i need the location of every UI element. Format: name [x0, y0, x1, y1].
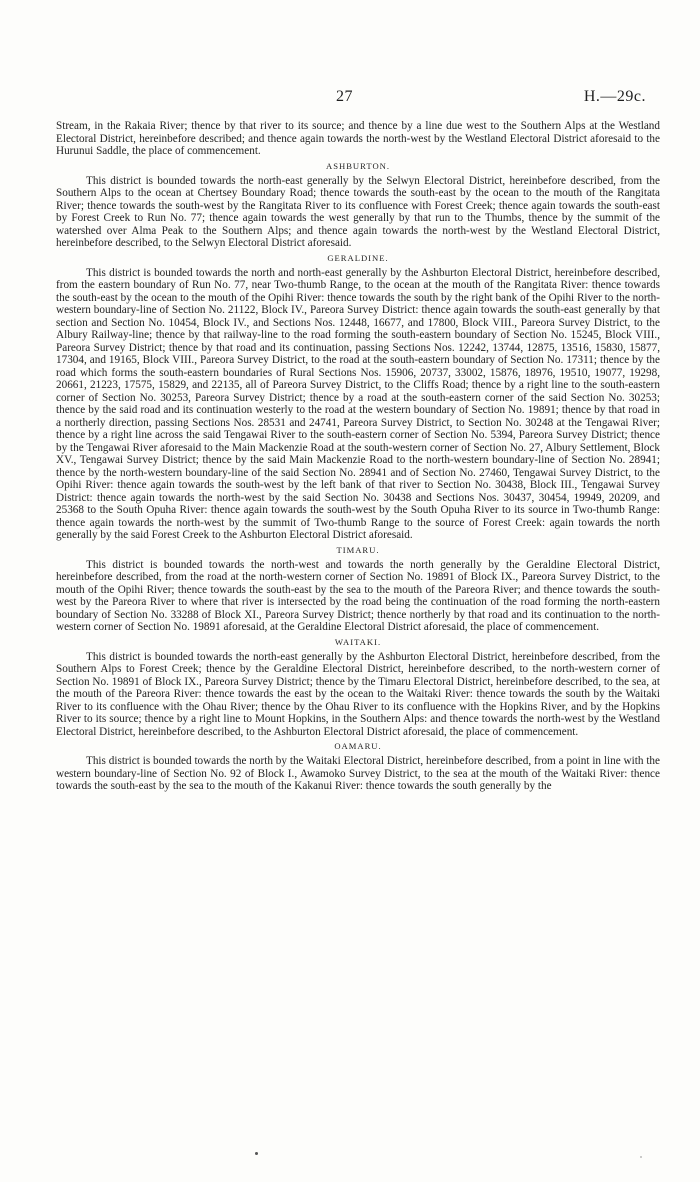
paragraph-continuation: Stream, in the Rakaia River; thence by that river to its source; and thence by a line due west to the Southern Alps at the Westland Electoral District, hereinbefore described; and thence again towards the north-west by the Westland Electoral District aforesaid to the Hurunui Saddle, the place of commencement. [56, 120, 660, 157]
paragraph-ashburton: This district is bounded towards the north-east generally by the Selwyn Electoral District, hereinbefore described, from the Southern Alps to the ocean at Chertsey Boundary Road; thence towards the south-east by the ocean to the mouth of the Rangitata River; thence towards the south-west by the Rangitata River to its confluence with Forest Creek; thence again towards the south-east by Forest Creek to Run No. 77; thence again towards the west generally by that run to the Thumbs, thence by the summit of the watershed over Alma Peak to the Southern Alps; and thence again towards the north-west by the Westland Electoral District, hereinbefore described, to the Selwyn Electoral District aforesaid. [56, 174, 660, 249]
document-body [56, 120, 660, 793]
paper-reference: H.—29c. [583, 88, 646, 105]
print-speck [255, 1152, 258, 1155]
print-speck [640, 1156, 642, 1158]
page-header [0, 88, 700, 108]
heading-ashburton: ASHBURTON. [326, 160, 390, 171]
paragraph-geraldine: This district is bounded towards the north and north-east generally by the Ashburton Electoral District, hereinbefore described, from the eastern boundary of Run No. 77, near Two-thumb Range, to the ocean at the mouth of the Rangitata River: thence towards the south-east by the ocean to the mouth of the Opihi River: thence towards the south by the right bank of the Opihi River to the north-western boundary-line of Section No. 21122, Block IV., Pareora Survey District: thence again towards the south-east generally by that section and Section No. 10454, Block IV., and Sections Nos. 12448, 16677, and 17800, Block VIII., Pareora Survey District, to the Albury Railway-line; thence by that railway-line to the road forming the south-eastern boundary of Section No. 15245, Block VIII., Pareora Survey District; thence by that road and its continuation, passing Sections Nos. 12242, 13744, 12875, 13516, 15830, 15877, 17304, and 19165, Block VIII., Pareora Survey District, to the road at the south-eastern boundary of Section No. 17311; thence by the road which forms the south-eastern boundaries of Rural Sections Nos. 15906, 20737, 33002, 15876, 18976, 19510, 19077, 19298, 20661, 21223, 17575, 15829, and 22135, all of Pareora Survey District, to the Cliffs Road; thence by a right line to the south-eastern corner of Section No. 30253, Pareora Survey District; thence by a road at the south-eastern corner of the said Section No. 30253; thence by the said road and its continuation westerly to the road at the western boundary of Section No. 19891; thence by that road in a northerly direction, passing Sections Nos. 28531 and 24741, Pareora Survey District, to Section No. 30248 at the Tengawai River; thence by a right line across the said Tengawai River to the south-eastern corner of Section No. 5394, Pareora Survey District; thence by the Tengawai River aforesaid to the Main Mackenzie Road at the south-western corner of Section No. 27, Albury Settlement, Block XV., Tengawai Survey District; thence by the said Main Mackenzie Road to the north-western boundary-line of Section No. 28941; thence by the north-western boundary-line of the said Section No. 28941 and of Section No. 27460, Tengawai Survey District, to the Opihi River: thence again towards the south-west by the left bank of that river to Section No. 30438, Block III., Tengawai Survey District: thence again towards the north-west by the said Section No. 30438 and Sections Nos. 30437, 30454, 19949, 20209, and 25368 to the South Opuha River: thence again towards the south-west by the South Opuha River to its source in Two-thumb Range: thence again towards the north-west by the summit of Two-thumb Range to the source of Forest Creek: again towards the north generally by the said Forest Creek to the Ashburton Electoral District aforesaid. [56, 266, 660, 541]
heading-geraldine: GERALDINE. [327, 252, 389, 263]
paragraph-timaru: This district is bounded towards the north-west and towards the north generally by the Geraldine Electoral District, hereinbefore described, from the road at the north-western corner of Section No. 19891 of Block IX., Pareora Survey District, to the mouth of the Opihi River; thence towards the south-east by the sea to the mouth of the Pareora River; and thence towards the south-west by the Pareora River to where that river is intersected by the road being the continuation of the road forming the north-eastern boundary of Section No. 33288 of Block XI., Pareora Survey District; thence northerly by that road and its continuation to the north-western corner of Section No. 19891 aforesaid, at the Geraldine Electoral District aforesaid, the place of commencement. [56, 558, 660, 633]
paragraph-oamaru: This district is bounded towards the north by the Waitaki Electoral District, hereinbefore described, from a point in line with the western boundary-line of Section No. 92 of Block I., Awamoko Survey District, to the sea at the mouth of the Waitaki River: thence towards the south-east by the sea to the mouth of the Kakanui River: thence towards the south generally by the [56, 755, 660, 792]
paragraph-waitaki: This district is bounded towards the north-east generally by the Ashburton Electoral District, hereinbefore described, from the Southern Alps to Forest Creek; thence by the Geraldine Electoral District, hereinbefore described, to the north-western corner of Section No. 19891 of Block IX., Pareora Survey District; thence by the Timaru Electoral District, hereinbefore described, to the sea, at the mouth of the Pareora River: thence towards the east by the ocean to the Waitaki River: thence towards the south by the Waitaki River to its confluence with the Ohau River; thence by the Ohau River to its confluence with the Hopkins River, and by the Hopkins River to its source; thence by a right line to Mount Hopkins, in the Southern Alps: and thence towards the north-west by the Westland Electoral District, hereinbefore described, to the Ashburton Electoral District aforesaid, the place of commencement. [56, 650, 660, 738]
page-number: 27 [336, 88, 353, 105]
heading-timaru: TIMARU. [336, 544, 380, 555]
heading-oamaru: OAMARU. [334, 741, 382, 751]
heading-waitaki: WAITAKI. [334, 636, 382, 647]
